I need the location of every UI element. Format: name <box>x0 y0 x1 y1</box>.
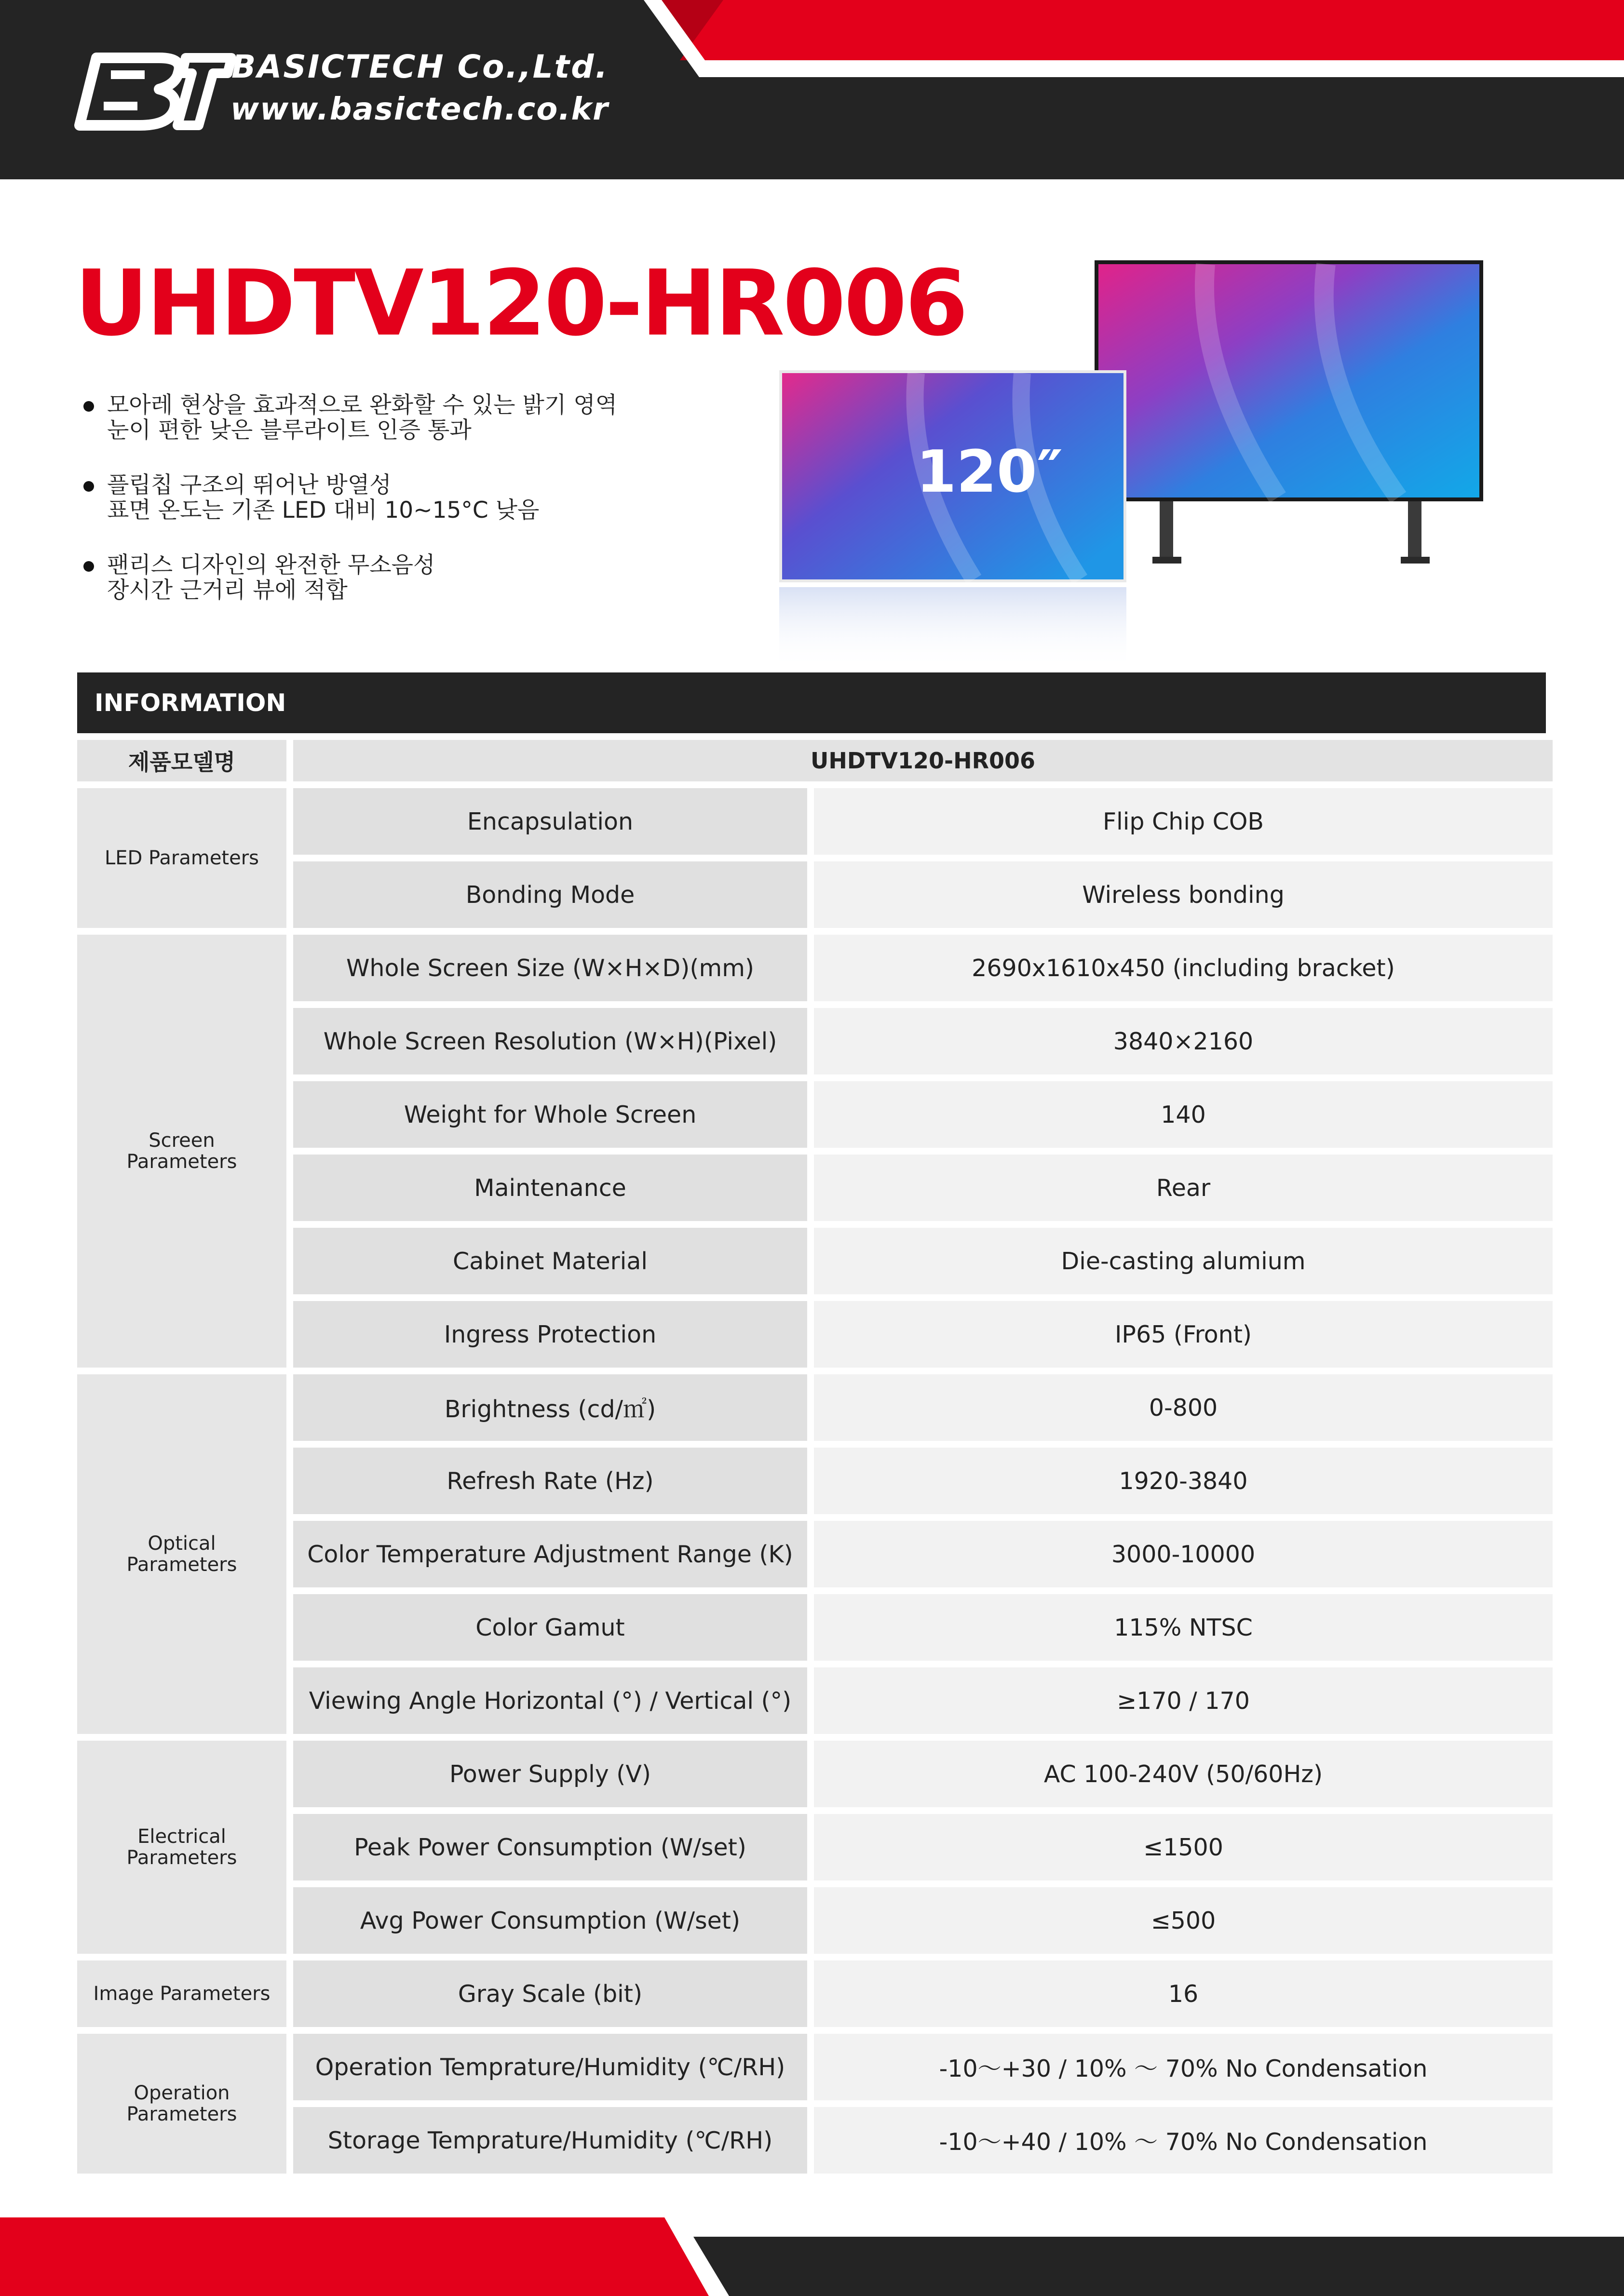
header-shapes <box>0 0 1624 179</box>
parameter-group: Electrical Parameters <box>77 1741 286 1954</box>
company-url[interactable]: www.basictech.co.kr <box>230 92 609 127</box>
parameter-label: Gray Scale (bit) <box>293 1960 807 2027</box>
parameter-label: Power Supply (V) <box>293 1741 807 1807</box>
table-row <box>77 861 1553 928</box>
page-footer <box>0 2217 1624 2296</box>
bt-logo-icon <box>80 58 231 125</box>
table-row <box>77 1814 1553 1880</box>
parameter-value: Rear <box>814 1155 1553 1221</box>
product-image <box>771 251 1553 675</box>
feature-list <box>82 393 757 633</box>
parameter-label: Brightness (cd/㎡) <box>293 1374 807 1441</box>
parameter-label: Whole Screen Size (W×H×D)(mm) <box>293 935 807 1001</box>
table-row <box>77 935 1553 1001</box>
parameter-label: Operation Temprature/Humidity (℃/RH) <box>293 2034 807 2100</box>
tv-large-icon <box>1095 260 1483 564</box>
header-white-gap <box>687 60 1624 77</box>
parameter-label: Color Temperature Adjustment Range (K) <box>293 1521 807 1587</box>
parameter-value: -10～+40 / 10% ～ 70% No Condensation <box>814 2107 1553 2174</box>
table-row <box>77 1374 1553 1441</box>
parameter-label: Refresh Rate (Hz) <box>293 1448 807 1514</box>
feature-line: 눈이 편한 낮은 블루라이트 인증 통과 <box>107 417 472 443</box>
parameter-value: 3000-10000 <box>814 1521 1553 1587</box>
feature-line: 팬리스 디자인의 완전한 무소음성 <box>107 552 435 578</box>
spec-table-section <box>77 672 1546 2180</box>
feature-item <box>82 473 757 523</box>
table-row <box>77 2107 1553 2174</box>
table-row <box>77 788 1553 855</box>
parameter-value: 115% NTSC <box>814 1594 1553 1661</box>
footer-dark-band <box>693 2237 1624 2296</box>
model-row <box>77 740 1553 781</box>
parameter-value: ≤1500 <box>814 1814 1553 1880</box>
table-row <box>77 1741 1553 1807</box>
parameter-group: LED Parameters <box>77 788 286 928</box>
feature-line: 장시간 근거리 뷰에 적합 <box>107 577 348 604</box>
parameter-value: ≤500 <box>814 1887 1553 1954</box>
parameter-label: Storage Temprature/Humidity (℃/RH) <box>293 2107 807 2174</box>
parameter-label: Whole Screen Resolution (W×H)(Pixel) <box>293 1008 807 1074</box>
page-header <box>0 0 1624 179</box>
parameter-label: Bonding Mode <box>293 861 807 928</box>
header-red-band <box>656 0 1624 60</box>
feature-item <box>82 553 757 603</box>
parameter-label: Ingress Protection <box>293 1301 807 1368</box>
table-row <box>77 1301 1553 1368</box>
parameter-group: Image Parameters <box>77 1960 286 2027</box>
table-row <box>77 1228 1553 1294</box>
info-heading: INFORMATION <box>77 672 1546 733</box>
parameter-label: Weight for Whole Screen <box>293 1081 807 1148</box>
parameter-value: 0-800 <box>814 1374 1553 1441</box>
table-row <box>77 2034 1553 2100</box>
parameter-value: 2690x1610x450 (including bracket) <box>814 935 1553 1001</box>
parameter-value: 16 <box>814 1960 1553 2027</box>
tv-size-label: 120″ <box>916 439 1063 506</box>
tv-front-icon <box>779 370 1126 669</box>
table-row <box>77 1448 1553 1514</box>
parameter-label: Viewing Angle Horizontal (°) / Vertical (°) <box>293 1667 807 1734</box>
parameter-value: ≥170 / 170 <box>814 1667 1553 1734</box>
parameter-value: -10～+30 / 10% ～ 70% No Condensation <box>814 2034 1553 2100</box>
table-row <box>77 1521 1553 1587</box>
feature-line: 모아레 현상을 효과적으로 완화할 수 있는 밝기 영역 <box>107 392 618 418</box>
table-row <box>77 1667 1553 1734</box>
table-row <box>77 1155 1553 1221</box>
parameter-group: Optical Parameters <box>77 1374 286 1734</box>
feature-line: 플립칩 구조의 뛰어난 방열성 <box>107 472 392 498</box>
table-row <box>77 1081 1553 1148</box>
model-value: UHDTV120-HR006 <box>293 740 1553 781</box>
company-name: BASICTECH Co.,Ltd. <box>231 48 609 85</box>
model-label: 제품모델명 <box>77 740 286 781</box>
parameter-label: Cabinet Material <box>293 1228 807 1294</box>
table-row <box>77 1887 1553 1954</box>
parameter-value: Flip Chip COB <box>814 788 1553 855</box>
parameter-group: Screen Parameters <box>77 935 286 1368</box>
parameter-value: Die-casting alumium <box>814 1228 1553 1294</box>
table-row <box>77 1960 1553 2027</box>
parameter-value: IP65 (Front) <box>814 1301 1553 1368</box>
parameter-label: Encapsulation <box>293 788 807 855</box>
parameter-value: 3840×2160 <box>814 1008 1553 1074</box>
product-title: UHDTV120-HR006 <box>75 251 966 356</box>
parameter-group: Operation Parameters <box>77 2034 286 2174</box>
feature-line: 표면 온도는 기존 LED 대비 10~15°C 낮음 <box>107 497 540 524</box>
table-row <box>77 1008 1553 1074</box>
spec-table-body <box>77 740 1553 2174</box>
parameter-value: Wireless bonding <box>814 861 1553 928</box>
feature-item <box>82 393 757 443</box>
parameter-label: Avg Power Consumption (W/set) <box>293 1887 807 1954</box>
footer-red-band <box>0 2217 709 2296</box>
spec-table <box>70 733 1559 2180</box>
parameter-label: Color Gamut <box>293 1594 807 1661</box>
parameter-label: Maintenance <box>293 1155 807 1221</box>
parameter-value: AC 100-240V (50/60Hz) <box>814 1741 1553 1807</box>
table-row <box>77 1594 1553 1661</box>
parameter-value: 140 <box>814 1081 1553 1148</box>
parameter-value: 1920-3840 <box>814 1448 1553 1514</box>
parameter-label: Peak Power Consumption (W/set) <box>293 1814 807 1880</box>
